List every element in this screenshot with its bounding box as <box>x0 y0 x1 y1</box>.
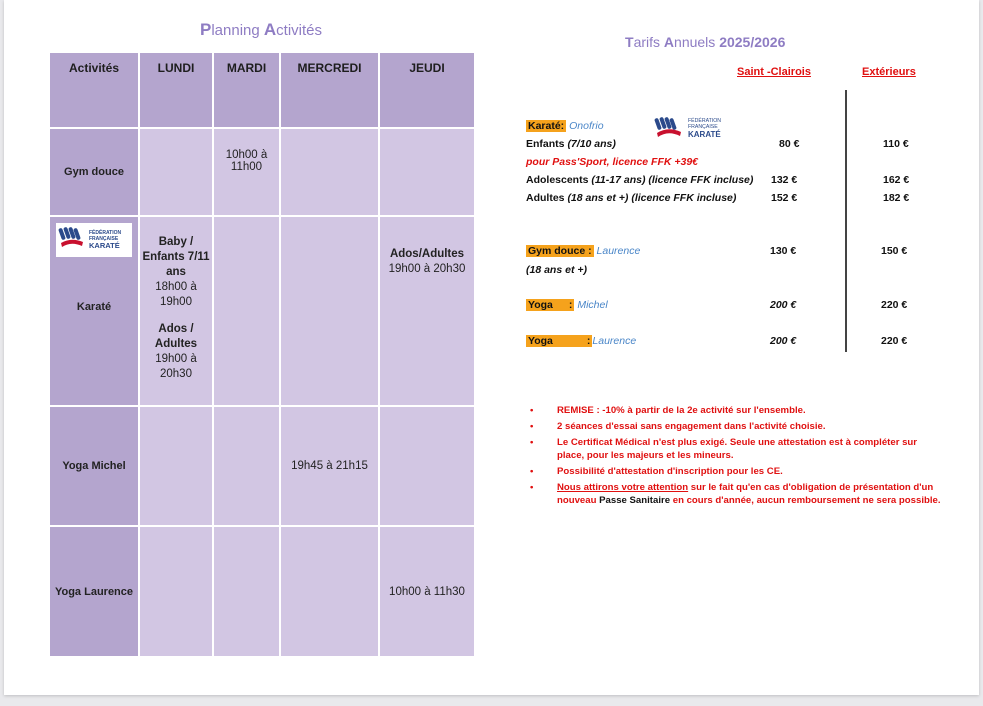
planning-title: Planning Activités <box>199 20 322 39</box>
tarifs-title: Tarifs Annuels 2025/2026 <box>625 34 786 50</box>
column-saint-clairois: Saint -Clairois <box>737 66 811 78</box>
header-mardi: MARDI <box>213 52 280 128</box>
header-jeudi: JEUDI <box>379 52 475 128</box>
karate-jeudi-group: Ados/Adultes <box>389 248 465 260</box>
list-item: • Nous attirons votre attention sur le fait qu'en cas d'obligation de présentation d'un nouveau Passe Sanitaire en cours d'année, aucun remboursement ne sera possible. <box>530 482 941 506</box>
cell-karate-jeudi <box>379 216 475 406</box>
cell-karate-lundi <box>139 216 213 406</box>
activity-yoga-michel: Yoga Michel <box>49 406 139 526</box>
cell-empty <box>280 216 379 406</box>
yoga-michel-ext-price: 220 € <box>881 299 908 311</box>
cell-yoga-laurence-jeudi: 10h00 à 11h30 <box>379 526 475 657</box>
cell-empty <box>213 406 280 526</box>
header-mercredi: MERCREDI <box>280 52 379 128</box>
list-item: • REMISE : -10% à partir de la 2e activité sur l'ensemble. <box>530 405 806 416</box>
karate-ados-ext-price: 162 € <box>883 174 910 186</box>
document-page <box>4 0 979 695</box>
karate-jeudi-time: 19h00 à 20h30 <box>388 263 466 275</box>
logo-line-2: FRANÇAISE <box>89 236 119 242</box>
karate-label: Karaté <box>76 301 112 313</box>
karate-adultes-label: Adultes (18 ans et +) (licence FFK incluse) <box>526 192 737 204</box>
cell-yoga-michel-mercredi: 19h45 à 21h15 <box>280 406 379 526</box>
column-divider <box>845 90 847 352</box>
yoga-laurence-local-price: 200 € <box>770 335 797 347</box>
karate-tarif-header: Karaté: Onofrio <box>528 120 604 132</box>
cell-gym-mardi: 10h00 à 11h00 <box>213 128 280 216</box>
karate-ados-local-price: 132 € <box>771 174 798 186</box>
table-row <box>49 128 475 216</box>
activity-yoga-laurence: Yoga Laurence <box>49 526 139 657</box>
karate-lundi-time-a: 18h00 à 19h00 <box>155 281 197 308</box>
gym-ext-price: 150 € <box>881 245 908 257</box>
yoga-michel-tarif-header: Yoga : Michel <box>528 299 608 311</box>
table-row <box>49 406 475 526</box>
cell-empty <box>379 406 475 526</box>
karate-enfants-local-price: 80 € <box>779 138 800 150</box>
svg-text:FÉDÉRATION: FÉDÉRATION <box>688 118 722 124</box>
ffk-logo-icon <box>654 114 740 144</box>
gym-local-price: 130 € <box>770 245 797 257</box>
svg-text:FRANÇAISE: FRANÇAISE <box>688 124 718 130</box>
ffk-logo-icon <box>56 223 132 257</box>
karate-passsport-note: pour Pass'Sport, licence FFK +39€ <box>526 156 699 168</box>
yoga-laurence-ext-price: 220 € <box>881 335 908 347</box>
karate-adultes-ext-price: 182 € <box>883 192 910 204</box>
header-lundi: LUNDI <box>139 52 213 128</box>
cell-empty <box>280 526 379 657</box>
logo-line-3: KARATÉ <box>89 241 120 250</box>
planning-table <box>48 51 476 658</box>
karate-enfants-ext-price: 110 € <box>883 138 909 150</box>
svg-text:KARATÉ: KARATÉ <box>688 130 721 139</box>
logo-line-1: FÉDÉRATION <box>89 230 122 236</box>
list-item: • Le Certificat Médical n'est plus exigé. Seule une attestation est à compléter sur place, pour les majeurs et les mineurs. <box>530 437 918 461</box>
gym-tarif-sub: (18 ans et +) <box>526 264 587 276</box>
column-exterieurs: Extérieurs <box>862 66 916 78</box>
karate-lundi-time-b: 19h00 à 20h30 <box>155 353 197 380</box>
karate-ados-label: Adolescents (11-17 ans) (licence FFK incluse) <box>526 174 754 186</box>
cell-empty <box>139 526 213 657</box>
table-header-row <box>49 52 475 128</box>
table-row <box>49 216 475 406</box>
notes-list <box>524 404 944 510</box>
cell-empty <box>139 406 213 526</box>
yoga-laurence-tarif-header: Yoga : Laurence <box>528 335 637 347</box>
list-item: • 2 séances d'essai sans engagement dans l'activité choisie. <box>530 421 826 432</box>
list-item: • Possibilité d'attestation d'inscription pour les CE. <box>530 466 783 477</box>
yoga-michel-local-price: 200 € <box>770 299 797 311</box>
cell-empty <box>213 216 280 406</box>
karate-lundi-group-b: Ados / Adultes <box>154 323 198 350</box>
karate-enfants-label: Enfants (7/10 ans) <box>526 138 616 150</box>
cell-empty <box>213 526 280 657</box>
cell-empty <box>280 128 379 216</box>
table-row <box>49 526 475 657</box>
activity-gym-douce: Gym douce <box>49 128 139 216</box>
cell-empty <box>379 128 475 216</box>
activity-karate <box>49 216 139 406</box>
karate-adultes-local-price: 152 € <box>771 192 798 204</box>
karate-lundi-group-a: Baby / Enfants 7/11 ans <box>142 236 210 278</box>
gym-tarif-header: Gym douce : Laurence <box>528 245 641 257</box>
cell-empty <box>139 128 213 216</box>
header-activites: Activités <box>49 52 139 128</box>
